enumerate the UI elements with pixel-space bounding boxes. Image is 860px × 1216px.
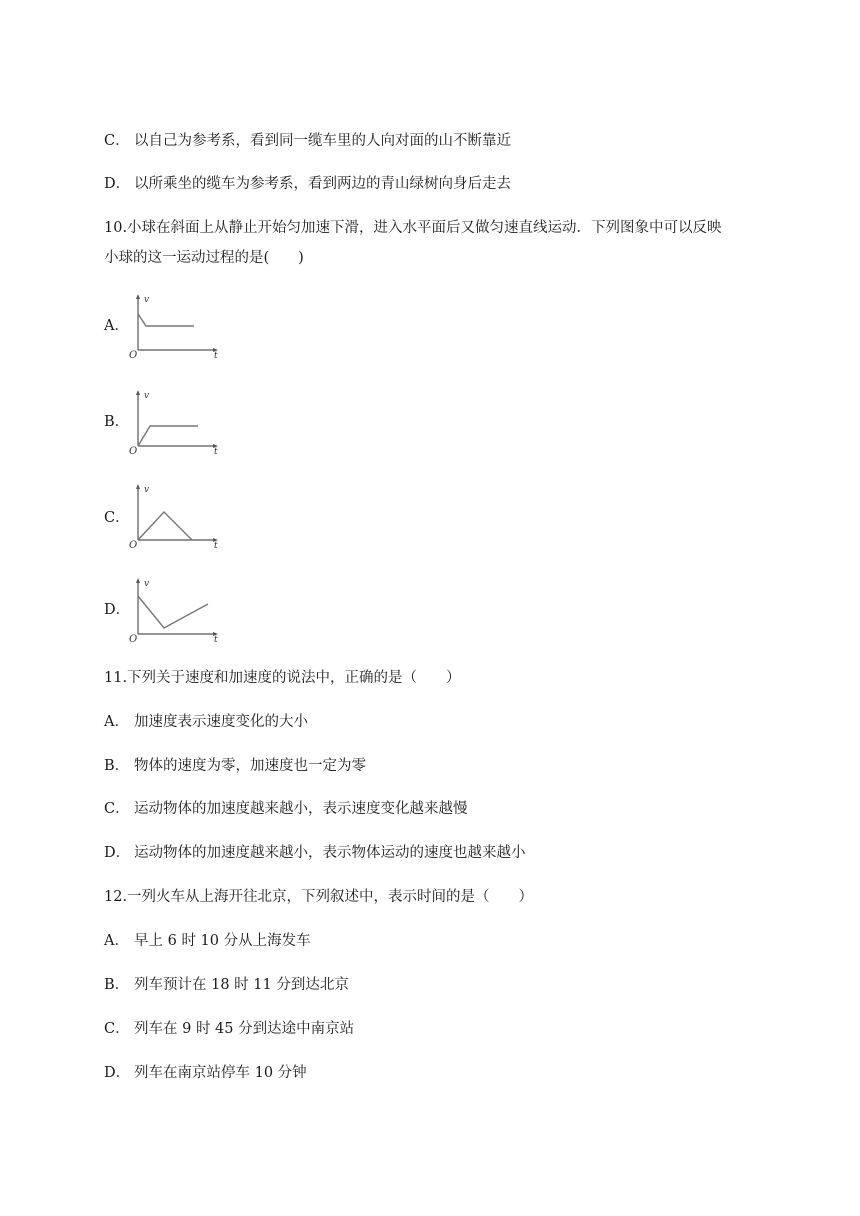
q12-option-a-text: 早上 6 时 10 分从上海发车	[134, 933, 311, 949]
y-axis-label: v	[144, 391, 150, 401]
q9-option-c	[104, 131, 511, 151]
q12-option-b	[104, 975, 349, 995]
x-axis-label: t	[214, 635, 218, 645]
vt-curve	[138, 512, 192, 540]
q12-option-c-text: 列车在 9 时 45 分到达途中南京站	[134, 1021, 355, 1037]
q12-option-d-label: D．	[104, 1065, 131, 1081]
y-axis-arrow	[136, 484, 140, 489]
q9-option-c-text: 以自己为参考系，看到同一缆车里的人向对面的山不断靠近	[134, 133, 511, 149]
q12-option-b-label: B．	[104, 977, 130, 993]
q11-option-a-label: A．	[104, 714, 129, 730]
q11-option-d-text: 运动物体的加速度越来越小，表示物体运动的速度也越来越小	[134, 845, 526, 861]
q12-option-a	[104, 931, 311, 951]
q11-option-b	[104, 756, 366, 776]
q10-option-a	[104, 292, 244, 372]
q12-option-d	[104, 1063, 307, 1083]
q10-option-b-label: B．	[104, 414, 130, 430]
q11-option-a	[104, 712, 308, 732]
q10-option-d	[104, 576, 244, 656]
q12-option-c	[104, 1019, 354, 1039]
origin-label: O	[129, 446, 138, 457]
q11-option-d	[104, 843, 526, 863]
q10-stem-line2: 小球的这一运动过程的是( )	[104, 250, 304, 266]
q10-option-c-label: C．	[104, 510, 130, 526]
q10-option-b-graph	[128, 388, 228, 458]
q9-option-d	[104, 174, 511, 194]
q10-option-d-graph	[128, 576, 228, 646]
y-axis-arrow	[136, 390, 140, 395]
q9-option-d-label: D．	[104, 176, 131, 192]
q11-option-a-text: 加速度表示速度变化的大小	[134, 714, 308, 730]
q11-option-c	[104, 799, 468, 819]
x-axis-label: t	[214, 447, 218, 457]
y-axis-arrow	[136, 578, 140, 583]
q12-stem: 12.一列火车从上海开往北京，下列叙述中，表示时间的是（ ）	[104, 889, 534, 905]
y-axis-arrow	[136, 294, 140, 299]
q11-option-b-label: B．	[104, 758, 130, 774]
x-axis-label: t	[214, 351, 218, 361]
origin-label: O	[129, 350, 138, 361]
q12-option-a-label: A．	[104, 933, 129, 949]
q9-option-c-label: C．	[104, 133, 130, 149]
y-axis-label: v	[144, 295, 150, 305]
q9-option-d-text: 以所乘坐的缆车为参考系，看到两边的青山绿树向身后走去	[134, 176, 511, 192]
vt-curve	[138, 596, 208, 628]
q10-option-d-label: D．	[104, 602, 131, 618]
q12-option-c-label: C．	[104, 1021, 130, 1037]
q10-option-c-graph	[128, 482, 228, 552]
q10-option-b	[104, 388, 244, 468]
q11-option-c-text: 运动物体的加速度越来越小，表示速度变化越来越慢	[134, 801, 468, 817]
q11-option-d-label: D．	[104, 845, 131, 861]
q10-option-a-label: A．	[104, 318, 129, 334]
q12-option-b-text: 列车预计在 18 时 11 分到达北京	[134, 977, 349, 993]
q10-stem-line1: 10.小球在斜面上从静止开始匀加速下滑，进入水平面后又做匀速直线运动．下列图象中可以反映	[104, 220, 722, 236]
vt-curve	[138, 426, 198, 446]
y-axis-label: v	[144, 485, 150, 495]
q10-option-c	[104, 482, 244, 562]
q11-option-c-label: C．	[104, 801, 130, 817]
q10-option-a-graph	[128, 292, 228, 362]
q11-option-b-text: 物体的速度为零，加速度也一定为零	[134, 758, 366, 774]
x-axis-label: t	[214, 541, 218, 551]
q12-option-d-text: 列车在南京站停车 10 分钟	[134, 1065, 307, 1081]
vt-curve	[138, 314, 194, 326]
q11-stem: 11.下列关于速度和加速度的说法中，正确的是（ ）	[104, 670, 461, 686]
origin-label: O	[129, 540, 138, 551]
y-axis-label: v	[144, 579, 150, 589]
origin-label: O	[129, 634, 138, 645]
